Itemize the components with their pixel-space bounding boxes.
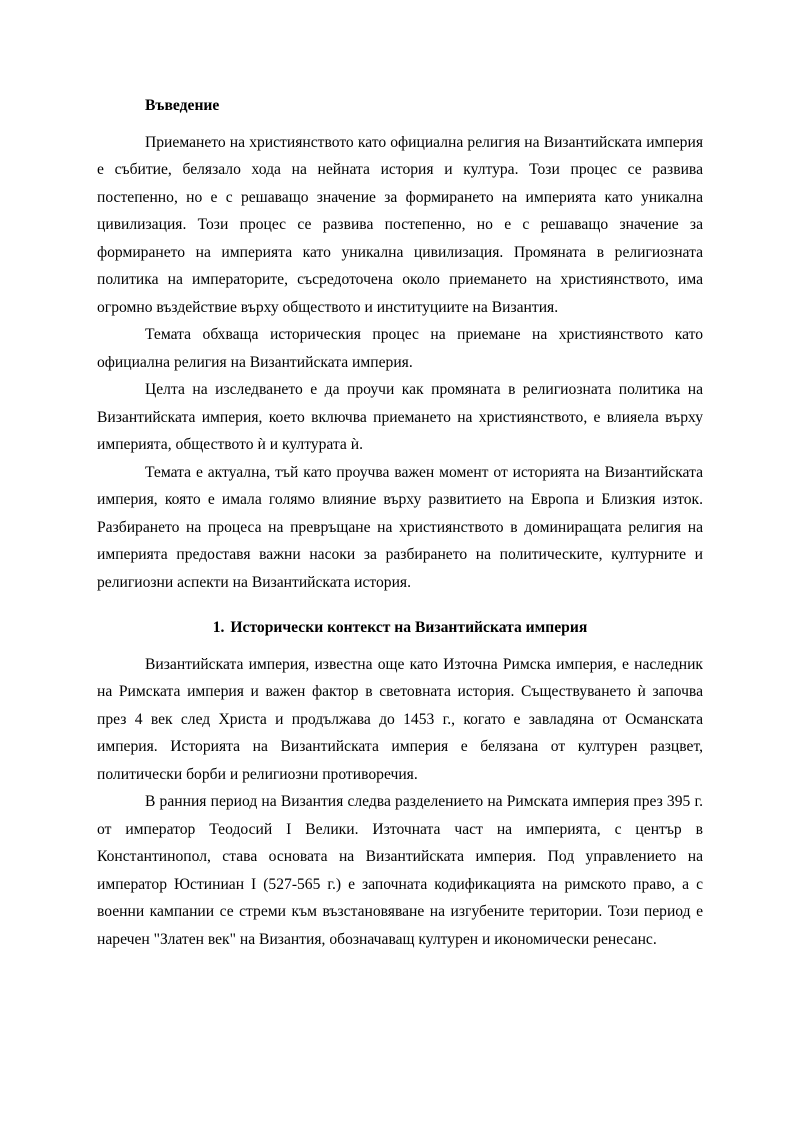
- section-1-heading: [97, 614, 703, 642]
- intro-paragraph-2: Темата обхваща историческия процес на приемане на християнството като официална религия на Византийската империя.: [97, 326, 703, 371]
- section-1-number: 1.: [212, 619, 225, 636]
- section-1-title: Исторически контекст на Византийската империя: [230, 619, 588, 636]
- document-page: [97, 92, 703, 953]
- intro-heading: Въведение: [145, 97, 220, 114]
- section-1-paragraph-1: Византийската империя, известна още като Източна Римска империя, е наследник на Римската империя и важен фактор в световната история. Съществуването ѝ започва през 4 век след Христа и продължава до 1453 г., когато е завладяна от Османската империя. Историята на Византийската империя е белязана от културен разцвет, политически борби и религиозни противоречия.: [97, 655, 703, 783]
- section-1-paragraph-2: В ранния период на Византия следва разделението на Римската империя през 395 г. от император Теодосий I Велики. Източната част на империята, с център в Константинопол, става основата на Византийската империя. Под управлението на император Юстиниан I (527-565 г.) е започната кодификацията на римското право, а с военни кампании се стреми към възстановяване на изгубените територии. Този период е наречен "Златен век" на Византия, обозначаващ културен и икономически ренесанс.: [97, 793, 703, 948]
- intro-paragraph-1: Приемането на християнството като официална религия на Византийската империя е събитие, белязало хода на нейната история и култура. Този процес се развива постепенно, но е с решаващо значение за формирането на империята като уникална цивилизация. Този процес се развива постепенно, но е с решаващо значение за формирането на империята като уникална цивилизация. Промяната в религиозната политика на императорите, съсредоточена около приемането на християнството, има огромно въздействие върху обществото и институциите на Византия.: [97, 133, 703, 316]
- intro-paragraph-4: Темата е актуална, тъй като проучва важен момент от историята на Византийската империя, която е имала голямо влияние върху развитието на Европа и Близкия изток. Разбирането на процеса на превръщане на християнството в доминиращата религия на империята предоставя важни насоки за разбирането на политическите, културните и религиозни аспекти на Византийската история.: [97, 463, 703, 591]
- intro-paragraph-3: Целта на изследването е да проучи как промяната в религиозната политика на Византийската империя, което включва приемането на християнството, е влияела върху империята, обществото ѝ и културата ѝ.: [97, 381, 703, 453]
